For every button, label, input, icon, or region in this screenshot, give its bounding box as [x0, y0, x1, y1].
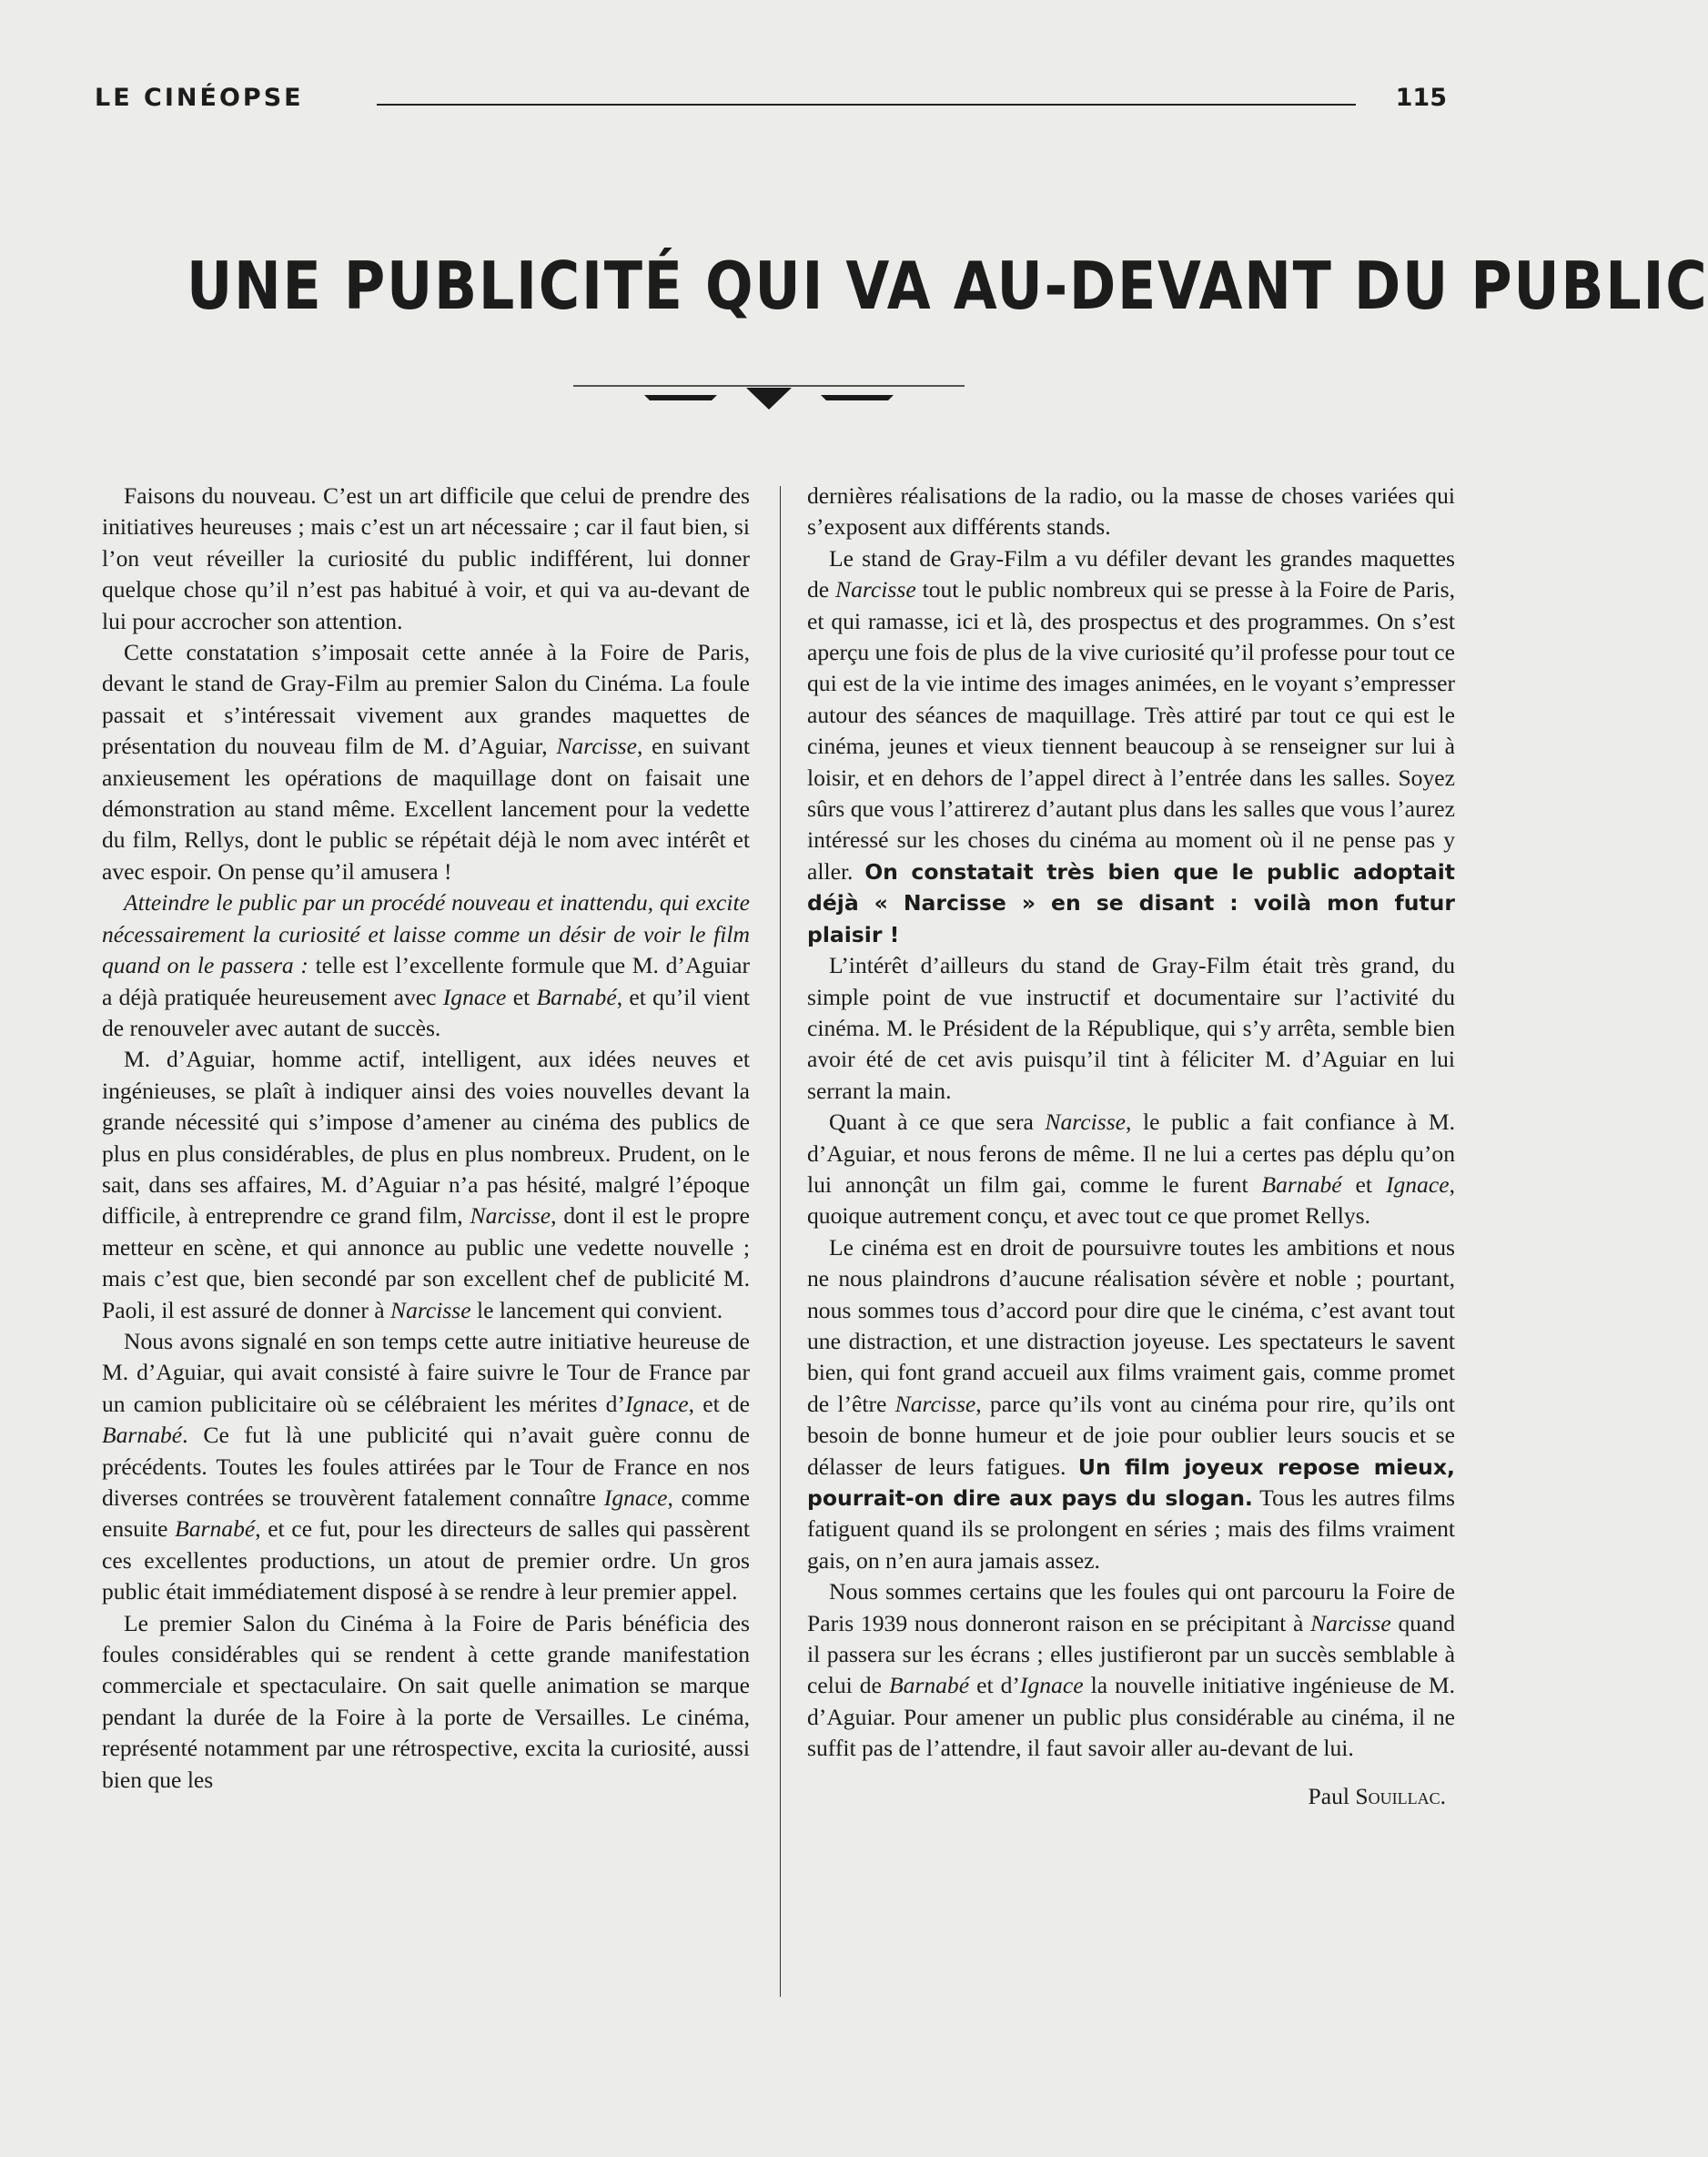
- paragraph: Le cinéma est en droit de poursuivre toutes les ambitions et nous ne nous plaindrons d’aucune réalisation sévère et noble ; pourtant, nous sommes tous d’accord pour dire que le cinéma, c’est avant tout une distraction, et une distraction joyeuse. Les spectateurs le savent bien, qui font grand accueil aux films vraiment gais, comme promet de l’être Narcisse, parce qu’ils vont au cinéma pour rire, qu’ils ont besoin de bonne humeur et de joie pour oublier leurs soucis et se délasser de leurs fatigues. Un film joyeux repose mieux, pourrait-on dire aux pays du slogan. Tous les autres films fatiguent quand ils se prolongent en séries ; mais des films vraiment gais, on n’en aura jamais assez.: [807, 1233, 1456, 1574]
- article-title: UNE PUBLICITÉ QUI VA AU-DEVANT DU PUBLIC: [187, 248, 1708, 324]
- header-rule: [377, 104, 1356, 106]
- paragraph: Le stand de Gray-Film a vu défiler devant les grandes maquettes de Narcisse tout le public nombreux qui se presse à la Foire de Paris, et qui ramasse, ici et là, des prospectus et des programmes. On s’est aperçu une fois de plus de la vive curiosité qu’il professe pour tout ce qui est de la vie intime des images animées, en le voyant s’empresser autour des séances de maquillage. Très attiré par tout ce qui est le cinéma, jeunes et vieux tiennent beaucoup à se renseigner sur lui à loisir, et en dehors de l’appel direct à l’entrée dans les salles. Soyez sûrs que vous l’attirerez d’autant plus dans les salles que vous l’aurez intéressé sur les choses du cinéma au moment où il ne pense pas y aller. On constatait très bien que le public adoptait déjà « Narcisse » en se disant : voilà mon futur plaisir !: [807, 544, 1455, 947]
- running-header: [95, 84, 1447, 120]
- left-column: [102, 481, 750, 1796]
- triangle-divider-ornament-icon: [573, 373, 965, 415]
- paragraph: L’intérêt d’ailleurs du stand de Gray-Film était très grand, du simple point de vue instructif et documentaire sur l’activité du cinéma. M. le Président de la République, qui s’y arrêta, semble bien avoir été de cet avis puisqu’il tint à féliciter M. d’Aguiar en lui serrant la main.: [807, 952, 1455, 1104]
- column-divider: [780, 486, 781, 1997]
- page-number: 115: [1395, 84, 1447, 112]
- paragraph: Nous avons signalé en son temps cette autre initiative heureuse de M. d’Aguiar, qui avait consisté à faire suivre le Tour de France par un camion publicitaire où se célébraient les mérites d’Ignace, et de Barnabé. Ce fut là une publicité qui n’avait guère connu de précédents. Toutes les foules attirées par le Tour de France en nos diverses contrées se trouvèrent fatalement connaître Ignace, comme ensuite Barnabé, et ce fut, pour les directeurs de salles qui passèrent ces excellentes productions, un atout de premier ordre. Un gros public était immédiatement disposé à se rendre à leur premier appel.: [102, 1327, 751, 1605]
- paragraph: Atteindre le public par un procédé nouveau et inattendu, qui excite nécessairement la curiosité et laisse comme un désir de voir le film quand on le passera : telle est l’excellente formule que M. d’Aguiar a déjà pratiquée heureusement avec Ignace et Barnabé, et qu’il vient de renouveler avec autant de succès.: [102, 889, 751, 1041]
- paragraph: Faisons du nouveau. C’est un art difficile que celui de prendre des initiatives heureuses ; mais c’est un art nécessaire ; car il faut bien, si l’on veut réveiller la curiosité du public indifférent, lui donner quelque chose qu’il n’est pas habitué à voir, et qui va au-devant de lui pour accrocher son attention.: [102, 482, 750, 634]
- paragraph: Cette constatation s’imposait cette année à la Foire de Paris, devant le stand de Gray-Film au premier Salon du Cinéma. La foule passait et s’intéressait vivement aux grandes maquettes de présentation du nouveau film de M. d’Aguiar, Narcisse, en suivant anxieusement les opérations de maquillage dont on faisait une démonstration au stand même. Excellent lancement pour la vedette du film, Rellys, dont le public se répétait déjà le nom avec intérêt et avec espoir. On pense qu’il amusera !: [102, 639, 750, 885]
- paragraph: Nous sommes certains que les foules qui ont parcouru la Foire de Paris 1939 nous donneront raison en se précipitant à Narcisse quand il passera sur les écrans ; elles justifieront par un succès semblable à celui de Barnabé et d’Ignace la nouvelle initiative ingénieuse de M. d’Aguiar. Pour amener un public plus considérable au cinéma, il ne suffit pas de l’attendre, il faut savoir aller au-devant de lui.: [807, 1578, 1455, 1762]
- emphasis-text: On constatait très bien que le public adoptait déjà « Narcisse » en se disant : voilà mon futur plaisir !: [807, 858, 1455, 947]
- paragraph: Quant à ce que sera Narcisse, le public a fait confiance à M. d’Aguiar, et nous ferons de même. Il ne lui a certes pas déplu qu’on lui annonçât un film gai, comme le furent Barnabé et Ignace, quoique autrement conçu, et avec tout ce que promet Rellys.: [807, 1109, 1455, 1230]
- article-body: [102, 481, 1454, 2028]
- magazine-name: LE CINÉOPSE: [95, 84, 304, 112]
- emphasis-text: Un film joyeux repose mieux, pourrait-on dire aux pays du slogan.: [807, 1453, 1455, 1511]
- paragraph: M. d’Aguiar, homme actif, intelligent, aux idées neuves et ingénieuses, se plaît à indiquer ainsi des voies nouvelles devant la grande nécessité qui s’impose d’amener au cinéma des publics de plus en plus considérables, de plus en plus nombreux. Prudent, on le sait, dans ses affaires, M. d’Aguiar n’a pas hésité, malgré l’époque difficile, à entreprendre ce grand film, Narcisse, dont il est le propre metteur en scène, et qui annonce au public une vedette nouvelle ; mais c’est que, bien secondé par son excellent chef de publicité M. Paoli, il est assuré de donner à Narcisse le lancement qui convient.: [102, 1046, 750, 1323]
- author-signature: Paul Souillac.: [1308, 1782, 1446, 1809]
- paragraph: dernières réalisations de la radio, ou la masse de choses variées qui s’exposent aux différents stands.: [807, 482, 1455, 541]
- paragraph: Le premier Salon du Cinéma à la Foire de Paris bénéficia des foules considérables qui se rendent à cette grande manifestation commerciale et spectaculaire. On sait quelle animation se marque pendant la durée de la Foire à la porte de Versailles. Le cinéma, représenté notamment par une rétrospective, excita la curiosité, aussi bien que les: [102, 1609, 750, 1793]
- right-column: [807, 481, 1455, 1812]
